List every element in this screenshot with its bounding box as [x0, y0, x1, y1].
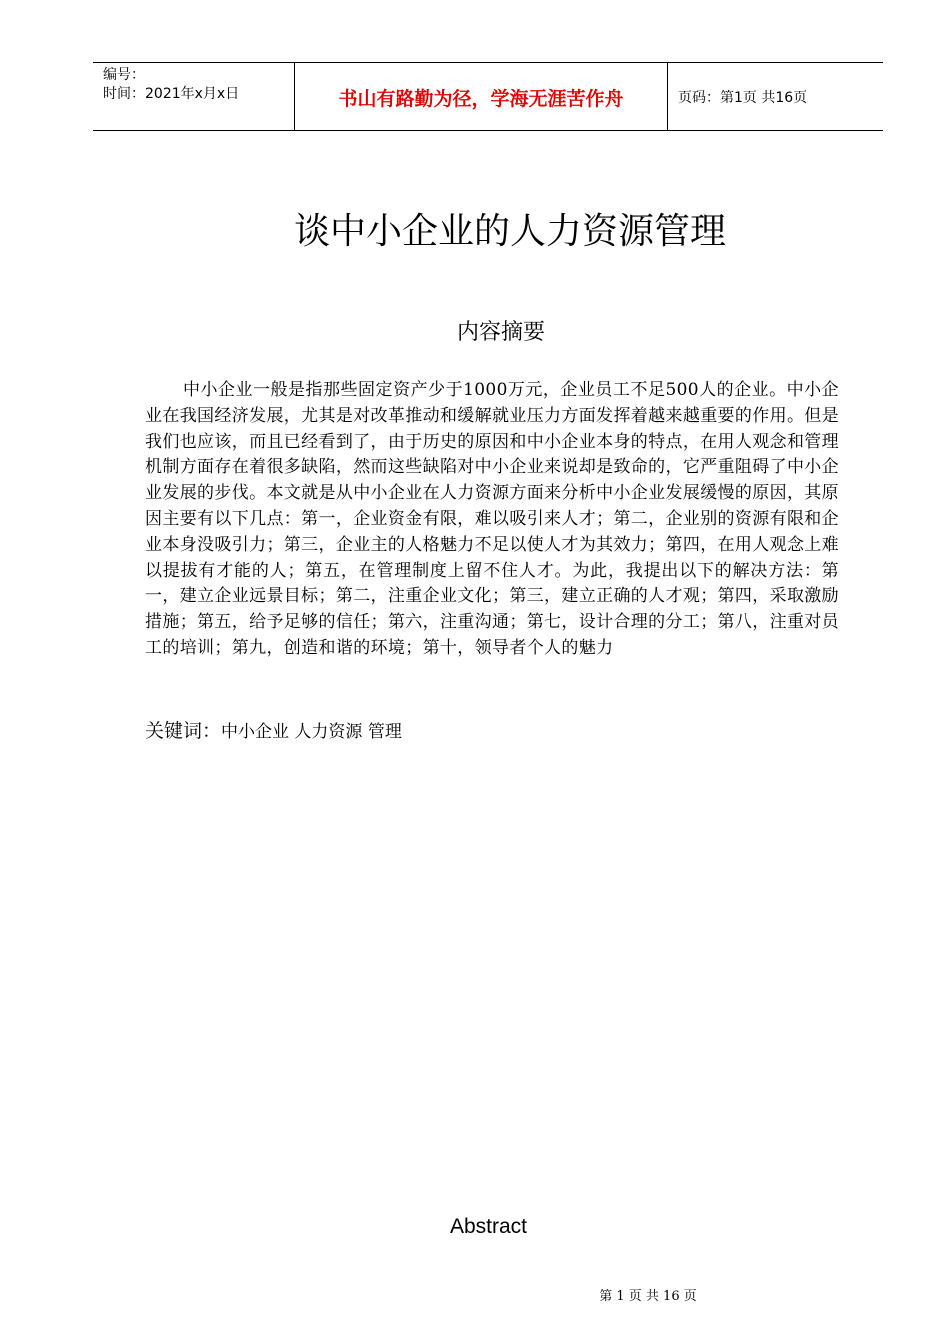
- document-title: 谈中小企业的人力资源管理: [293, 211, 726, 252]
- header-motto: 书山有路勤为径，学海无涯苦作舟: [338, 88, 624, 110]
- header-motto-cell: [295, 63, 668, 130]
- header-page-info: 页码：第1页 共16页: [678, 90, 808, 106]
- keywords-line: [145, 718, 402, 745]
- abstract-paragraph: 中小企业一般是指那些固定资产少于1000万元，企业员工不足500人的企业。中小企业在我国经济发展，尤其是对改革推动和缓解就业压力方面发挥着越来越重要的作用。但是我们也应该，而且已经看到了，由于历史的原因和中小企业本身的特点，在用人观念和管理机制方面存在着很多缺陷，然而这些缺陷对中小企业来说却是致命的，它严重阻碍了中小企业发展的步伐。本文就是从中小企业在人力资源方面来分析中小企业发展缓慢的原因，其原因主要有以下几点：第一，企业资金有限，难以吸引来人才；第二，企业别的资源有限和企业本身没吸引力；第三，企业主的人格魅力不足以使人才为其效力；第四，在用人观念上难以提拔有才能的人；第五，在管理制度上留不住人才。为此，我提出以下的解决方法：第一，建立企业远景目标；第二，注重企业文化；第三，建立正确的人才观；第四，采取激励措施；第五，给予足够的信任；第六，注重沟通；第七，设计合理的分工；第八，注重对员工的培训；第九，创造和谐的环境；第十，领导者个人的魅力: [145, 380, 839, 658]
- page-header: [93, 62, 883, 131]
- abstract-heading: 内容摘要: [456, 320, 545, 345]
- page-footer: 第 1 页 共 16 页: [599, 1289, 697, 1304]
- keywords-value: 中小企业 人力资源 管理: [221, 722, 402, 742]
- document-number-label: 编号：: [103, 67, 145, 83]
- header-page-cell: [668, 63, 883, 130]
- keywords-label: 关键词：: [145, 720, 222, 742]
- english-abstract-heading: Abstract: [449, 1215, 528, 1238]
- document-time-label: 时间：2021年x月x日: [103, 86, 240, 102]
- header-meta-cell: [93, 63, 295, 130]
